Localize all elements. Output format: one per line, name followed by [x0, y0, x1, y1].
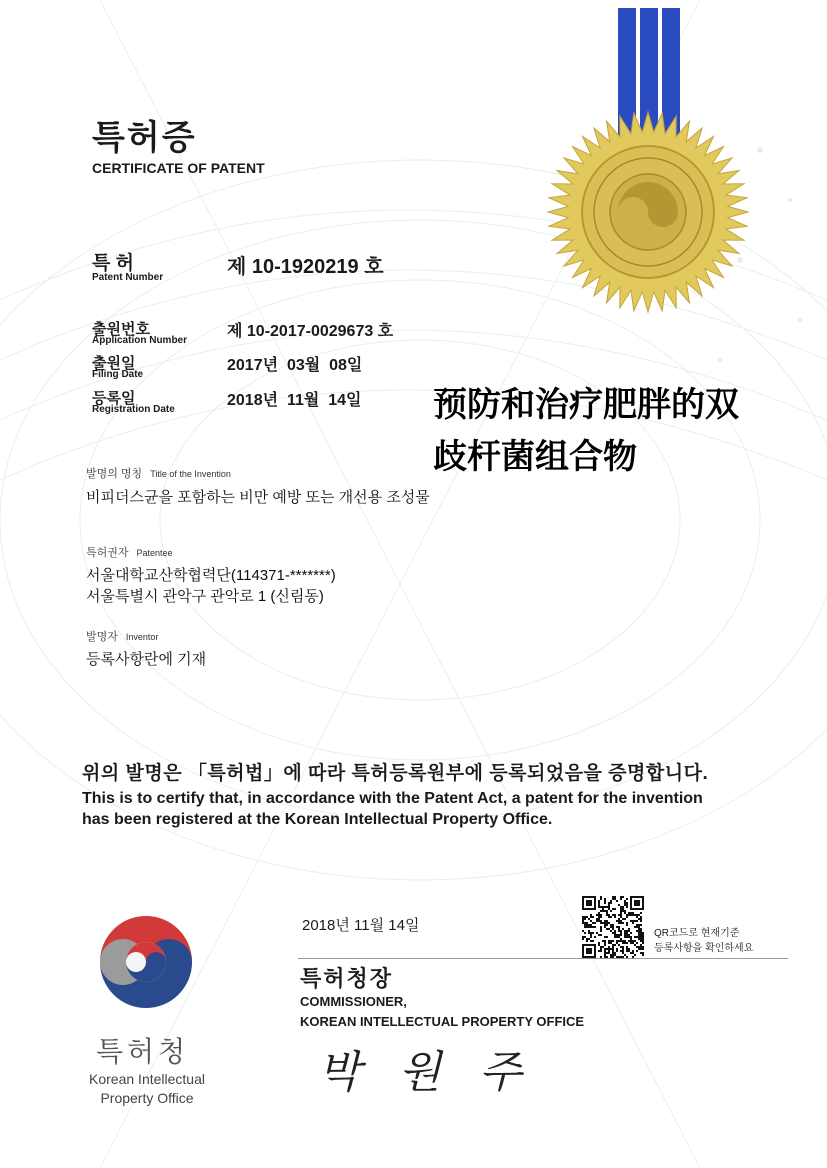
certification-text-ko: 위의 발명은 「특허법」에 따라 특허등록원부에 등록되었음을 증명합니다.: [82, 763, 709, 784]
certificate-title-en: CERTIFICATE OF PATENT: [92, 160, 265, 176]
gold-seal-icon: [540, 0, 760, 320]
qr-caption-1: QR코드로 현재기준: [654, 928, 740, 939]
patentee-name: 서울대학교산학협력단(114371-*******): [86, 567, 336, 584]
qr-code-icon: [582, 896, 644, 958]
patent-number-label: 특 허: [92, 253, 134, 274]
qr-caption: [654, 926, 753, 956]
patentee-label: 특허권자: [86, 547, 129, 559]
patentee-label-row: [86, 543, 173, 561]
inventor-label: 발명자: [86, 631, 118, 643]
registration-date-label: 등록일: [92, 390, 136, 407]
invention-title-label: 발명의 명칭: [86, 468, 143, 480]
filing-date-label: 출원일: [92, 355, 136, 372]
qr-caption-2: 등록사항을 확인하세요: [654, 943, 754, 954]
inventor-label-en: Inventor: [125, 632, 159, 642]
overlay-line-1: 预防和治疗肥胖的双: [433, 385, 739, 425]
commissioner-title-ko: 특허청장: [300, 966, 394, 991]
application-number-label-en: Application Number: [92, 335, 188, 346]
commissioner-signature: 박 원 주: [318, 1047, 534, 1098]
filing-date-value: 2017년 03월 08일: [227, 357, 363, 374]
invention-title-value: 비피더스균을 포함하는 비만 예방 또는 개선용 조성물: [86, 489, 430, 506]
kipo-logo-icon: [96, 912, 196, 1012]
kipo-name-en: [72, 1070, 222, 1108]
filing-date-label-en: Filing Date: [92, 369, 144, 380]
kipo-name-ko: 특허청: [96, 1036, 190, 1067]
patentee-label-en: Patentee: [136, 548, 173, 558]
application-number-label: 출원번호: [92, 321, 150, 338]
invention-title-label-en: Title of the Invention: [150, 469, 231, 479]
certification-text-en-2: has been registered at the Korean Intellectual Property Office.: [82, 811, 553, 828]
commissioner-title-en-1: COMMISSIONER,: [300, 994, 407, 1009]
patent-number-label-en: Patent Number: [92, 272, 164, 283]
inventor-value: 등록사항란에 기재: [86, 651, 207, 668]
certificate-title-ko: 특허증: [92, 119, 197, 157]
certification-text-en-1: This is to certify that, in accordance with the Patent Act, a patent for the invention: [82, 790, 703, 807]
commissioner-title-en-2: KOREAN INTELLECTUAL PROPERTY OFFICE: [300, 1014, 585, 1029]
kipo-name-en-1: Korean Intellectual: [89, 1071, 205, 1087]
application-number-value: 제 10-2017-0029673 호: [227, 323, 394, 340]
patent-number-value: 제 10-1920219 호: [227, 256, 384, 278]
overlay-line-2: 歧杆菌组合物: [433, 437, 637, 477]
registration-date-label-en: Registration Date: [92, 404, 175, 415]
inventor-label-row: [86, 627, 158, 645]
commissioner-title-en: [300, 992, 584, 1032]
commissioner-divider: [298, 958, 788, 959]
issue-date: 2018년 11월 14일: [302, 917, 420, 934]
patentee-address: 서울특별시 관악구 관악로 1 (신림동): [86, 588, 324, 605]
kipo-name-en-2: Property Office: [100, 1090, 194, 1106]
invention-title-label-row: [86, 464, 231, 482]
registration-date-value: 2018년 11월 14일: [227, 392, 362, 409]
